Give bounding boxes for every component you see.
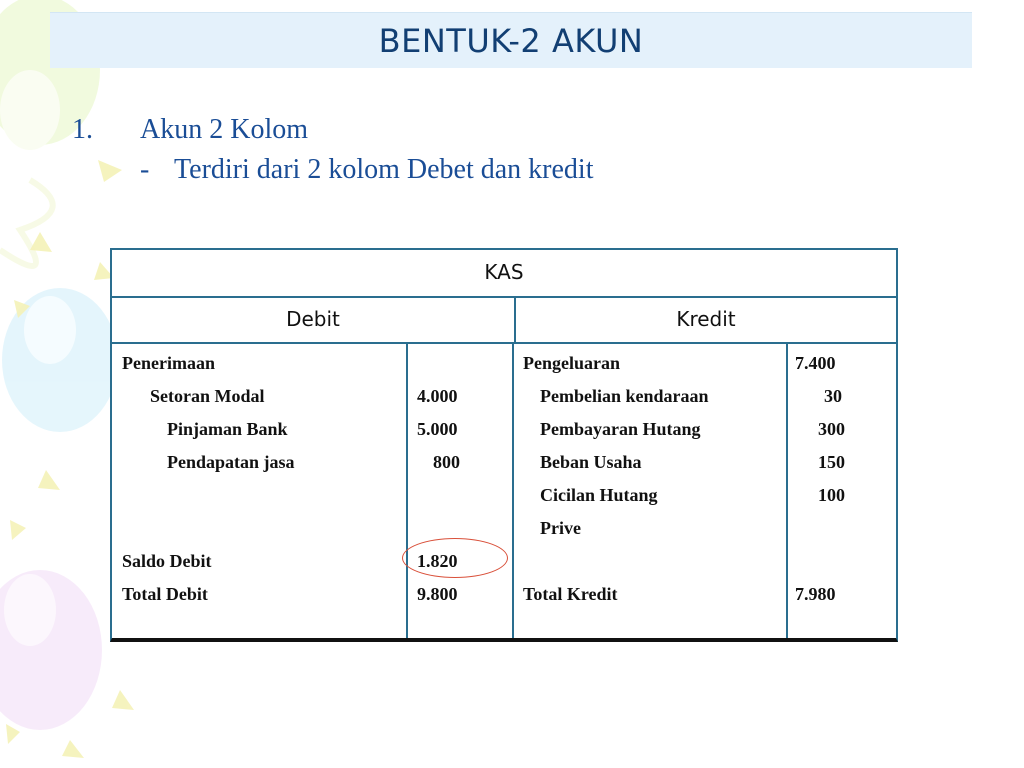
- debit-row-value: 800: [433, 452, 460, 472]
- kredit-row-value: 30: [824, 386, 842, 406]
- kredit-row-value: 300: [818, 419, 845, 439]
- kredit-row-value: 100: [818, 485, 845, 505]
- kredit-row-label: Pembelian kendaraan: [540, 386, 709, 406]
- kredit-header: Kredit: [516, 298, 896, 344]
- kredit-value-divider: [786, 344, 788, 638]
- subitem-dash: -: [140, 154, 150, 185]
- debit-row-value: 1.820: [417, 551, 458, 571]
- kredit-row-value: 150: [818, 452, 845, 472]
- kredit-row-label: Cicilan Hutang: [540, 485, 658, 505]
- highlight-circle-saldo-debit: [402, 538, 508, 578]
- debit-row-label: Saldo Debit: [122, 551, 212, 571]
- kredit-row-value: 7.980: [795, 584, 836, 604]
- debit-header: Debit: [112, 298, 516, 344]
- table-title: KAS: [112, 250, 896, 298]
- center-divider: [512, 344, 514, 638]
- subitem-text: Terdiri dari 2 kolom Debet dan kredit: [174, 154, 594, 185]
- list-number: 1.: [72, 114, 93, 145]
- debit-row-label: Penerimaan: [122, 353, 215, 373]
- list-item-label: Akun 2 Kolom: [140, 114, 308, 145]
- debit-row-value: 9.800: [417, 584, 458, 604]
- slide-title: BENTUK-2 AKUN: [378, 22, 644, 60]
- kredit-row-label: Beban Usaha: [540, 452, 642, 472]
- debit-row-value: 5.000: [417, 419, 458, 439]
- debit-row-label: Setoran Modal: [150, 386, 265, 406]
- kredit-row-label: Pembayaran Hutang: [540, 419, 701, 439]
- kas-t-account-table: [110, 248, 898, 642]
- debit-row-label: Total Debit: [122, 584, 208, 604]
- kredit-row-label: Pengeluaran: [523, 353, 620, 373]
- kredit-row-value: 7.400: [795, 353, 836, 373]
- debit-row-label: Pendapatan jasa: [167, 452, 295, 472]
- debit-row-label: Pinjaman Bank: [167, 419, 288, 439]
- kredit-row-label: Prive: [540, 518, 581, 538]
- title-banner: [50, 12, 972, 68]
- kredit-row-label: Total Kredit: [523, 584, 618, 604]
- debit-row-value: 4.000: [417, 386, 458, 406]
- debit-value-divider: [406, 344, 408, 638]
